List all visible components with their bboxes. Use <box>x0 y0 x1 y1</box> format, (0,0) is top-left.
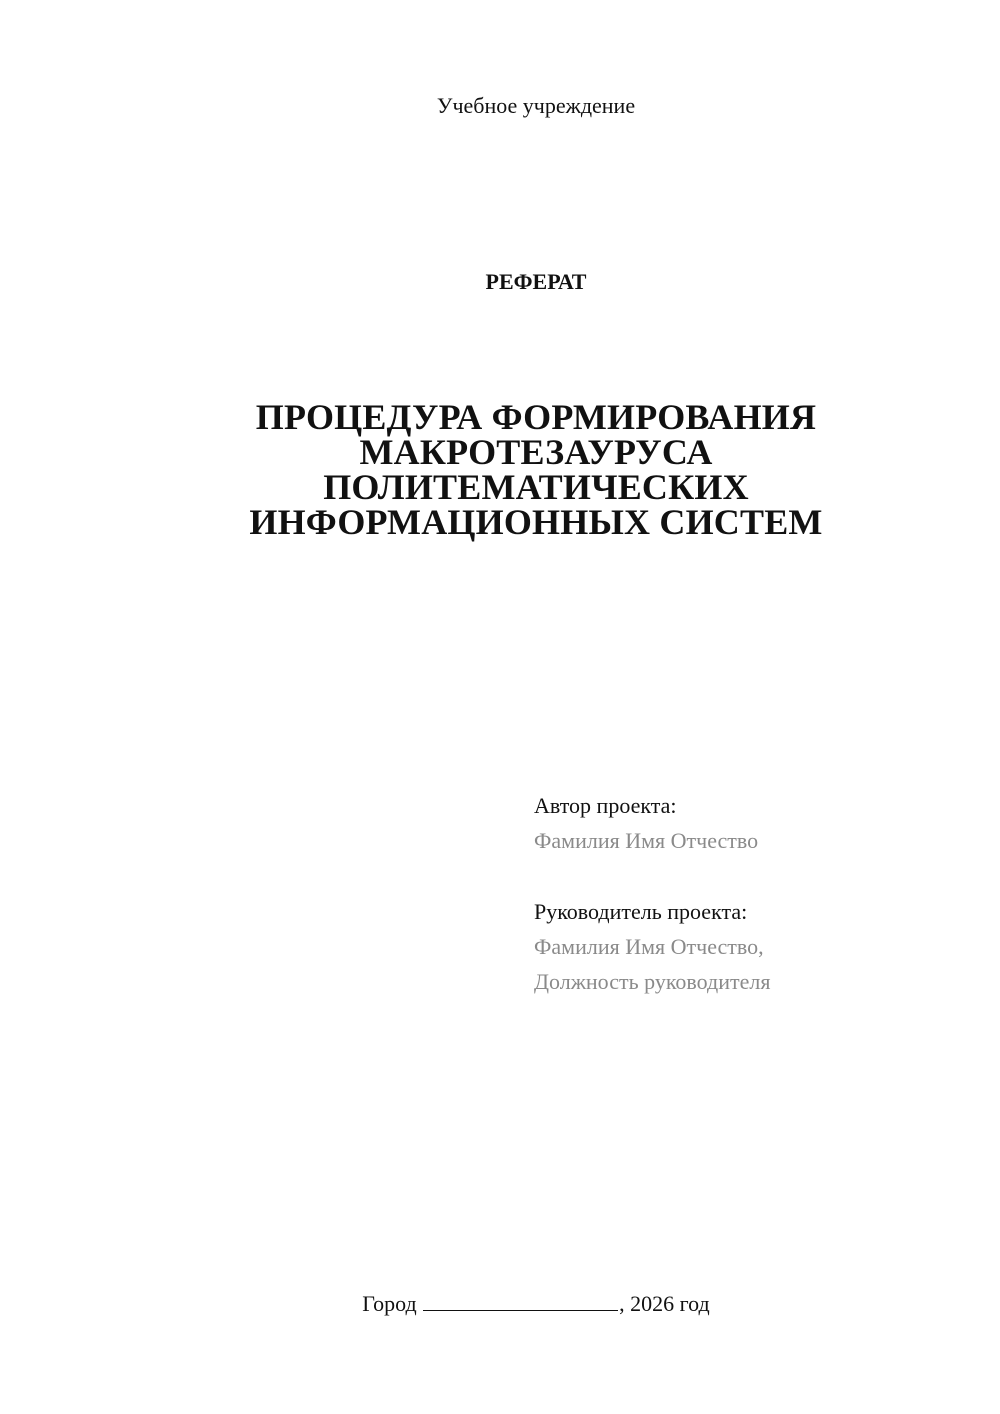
supervisor-label: Руководитель проекта: <box>534 899 748 924</box>
supervisor-position-placeholder: Должность руководителя <box>534 969 771 994</box>
supervisor-name-placeholder: Фамилия Имя Отчество, <box>534 934 764 959</box>
credits-block <box>534 788 954 999</box>
spacer <box>534 858 954 894</box>
city-label: Город <box>362 1291 417 1316</box>
document-title <box>0 397 1000 542</box>
title-line: ПРОЦЕДУРА ФОРМИРОВАНИЯ <box>255 397 817 437</box>
title-line: ПОЛИТЕМАТИЧЕСКИХ <box>323 467 749 507</box>
author-label: Автор проекта: <box>534 793 677 818</box>
institution-name: Учебное учреждение <box>436 93 636 118</box>
title-line: МАКРОТЕЗАУРУСА <box>359 432 713 472</box>
year-text: , 2026 год <box>619 1291 710 1316</box>
document-type: РЕФЕРАТ <box>485 269 587 294</box>
title-line: ИНФОРМАЦИОННЫХ СИСТЕМ <box>249 502 823 542</box>
footer-city-year <box>0 1289 1000 1319</box>
author-name-placeholder: Фамилия Имя Отчество <box>534 828 759 853</box>
city-blank-line <box>423 1290 618 1311</box>
